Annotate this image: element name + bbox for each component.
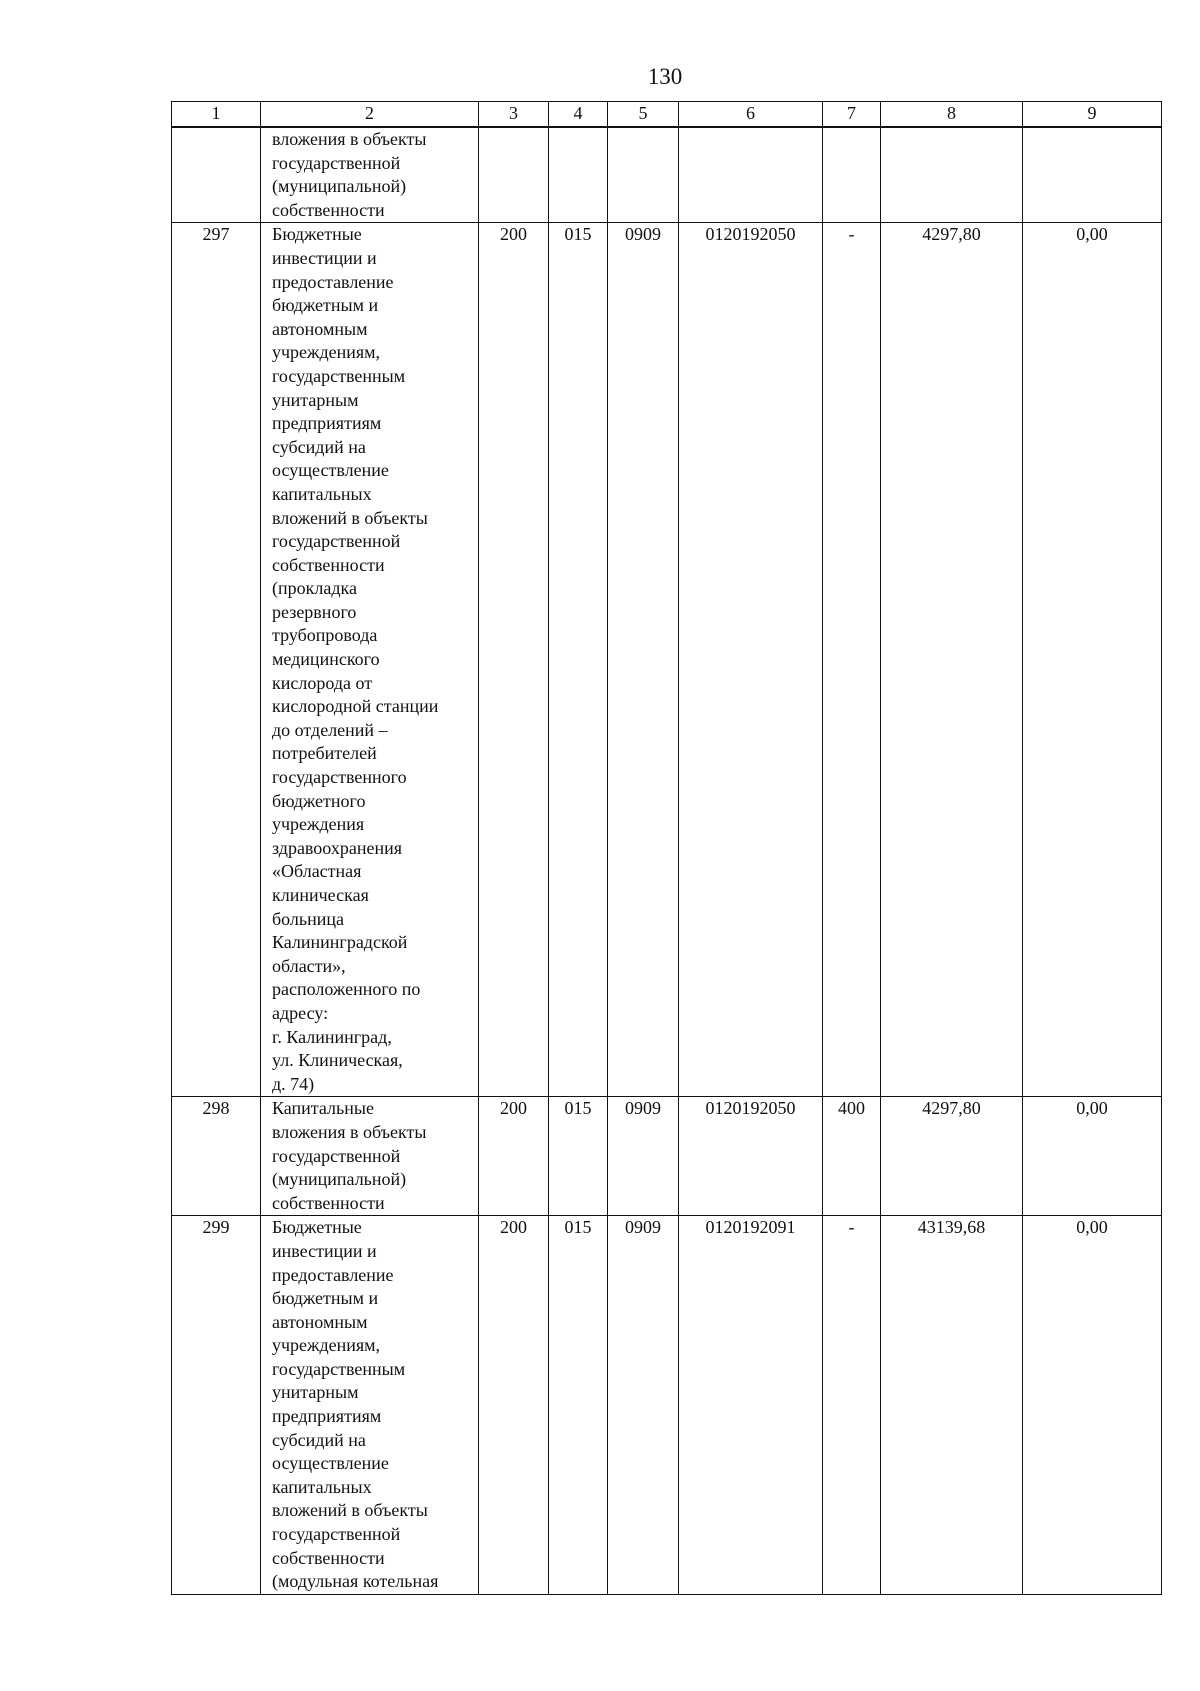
value-cell-c6: [679, 127, 823, 223]
description-line: (модульная котельная: [272, 1571, 439, 1592]
table-row: [172, 223, 1162, 1097]
description-line: (муниципальной): [272, 176, 407, 197]
value-cell-c3: [479, 127, 549, 223]
table-row: [172, 1097, 1162, 1216]
description-line: до отделений –: [272, 719, 388, 740]
description-line: субсидий на: [272, 436, 366, 457]
value-cell-c9: 0,00: [1023, 1097, 1162, 1216]
description-line: автономным: [272, 1311, 368, 1332]
description-line: учреждениям,: [272, 342, 381, 363]
value-cell-c3: 200: [479, 1216, 549, 1595]
description-line: капитальных: [272, 1476, 372, 1497]
description-line: государственным: [272, 365, 406, 386]
description-line: государственной: [272, 1524, 401, 1545]
description-line: (муниципальной): [272, 1169, 407, 1190]
description-line: трубопровода: [272, 625, 378, 646]
column-header: 6: [679, 102, 823, 128]
table-row: [172, 1216, 1162, 1595]
description-line: учреждениям,: [272, 1335, 381, 1356]
description-line: бюджетным и: [272, 295, 379, 316]
value-cell-c4: 015: [549, 223, 608, 1097]
description-line: Бюджетные: [272, 1217, 362, 1238]
column-header: 4: [549, 102, 608, 128]
description-line: «Областная: [272, 861, 362, 882]
description-line: бюджетного: [272, 790, 366, 811]
value-cell-c5: 0909: [608, 1216, 679, 1595]
value-cell-c6: 0120192091: [679, 1216, 823, 1595]
value-cell-c6: 0120192050: [679, 223, 823, 1097]
description-line: предприятиям: [272, 413, 382, 434]
description-line: инвестиции и: [272, 1240, 377, 1261]
description-line: здравоохранения: [272, 837, 403, 858]
row-number-cell: 297: [172, 223, 261, 1097]
column-header: 1: [172, 102, 261, 128]
value-cell-c9: [1023, 127, 1162, 223]
description-line: унитарным: [272, 1382, 359, 1403]
value-cell-c7: 400: [823, 1097, 881, 1216]
value-cell-c5: 0909: [608, 223, 679, 1097]
description-line: г. Калининград,: [272, 1026, 392, 1047]
value-cell-c6: 0120192050: [679, 1097, 823, 1216]
description-line: медицинского: [272, 649, 380, 670]
description-line: области»,: [272, 955, 346, 976]
description-line: Калининградской: [272, 932, 408, 953]
description-line: автономным: [272, 318, 368, 339]
value-cell-c7: -: [823, 223, 881, 1097]
description-line: ул. Клиническая,: [272, 1050, 403, 1071]
description-line: Бюджетные: [272, 224, 362, 245]
description-cell: [261, 1097, 479, 1216]
value-cell-c8: 43139,68: [881, 1216, 1023, 1595]
value-cell-c4: 015: [549, 1216, 608, 1595]
column-header: 5: [608, 102, 679, 128]
column-header: 9: [1023, 102, 1162, 128]
description-line: инвестиции и: [272, 247, 377, 268]
description-line: государственной: [272, 152, 401, 173]
table-row: [172, 127, 1162, 223]
description-line: (прокладка: [272, 578, 357, 599]
description-line: собственности: [272, 1192, 385, 1213]
description-line: клиническая: [272, 885, 369, 905]
row-number-cell: [172, 127, 261, 223]
description-line: вложений в объекты: [272, 1500, 428, 1521]
value-cell-c3: 200: [479, 1097, 549, 1216]
description-line: предприятиям: [272, 1406, 382, 1427]
value-cell-c7: [823, 127, 881, 223]
description-line: бюджетным и: [272, 1288, 379, 1309]
description-line: расположенного по: [272, 979, 421, 1000]
column-header: 7: [823, 102, 881, 128]
header-row: [172, 102, 1162, 128]
description-line: вложения в объекты: [272, 129, 427, 149]
description-line: д. 74): [272, 1073, 315, 1094]
description-line: государственной: [272, 1145, 401, 1166]
page-number: 130: [647, 64, 683, 89]
value-cell-c8: 4297,80: [881, 1097, 1023, 1216]
value-cell-c5: 0909: [608, 1097, 679, 1216]
column-header: 3: [479, 102, 549, 128]
row-number-cell: 299: [172, 1216, 261, 1595]
value-cell-c3: 200: [479, 223, 549, 1097]
value-cell-c8: 4297,80: [881, 223, 1023, 1097]
description-line: государственным: [272, 1358, 406, 1379]
description-line: собственности: [272, 554, 385, 575]
description-line: кислорода от: [272, 672, 373, 693]
description-line: государственного: [272, 767, 407, 788]
column-header: 2: [261, 102, 479, 128]
description-cell: [261, 127, 479, 223]
budget-table: [171, 101, 1162, 1595]
description-line: осуществление: [272, 1453, 389, 1474]
value-cell-c4: 015: [549, 1097, 608, 1216]
description-line: субсидий на: [272, 1429, 366, 1450]
description-line: собственности: [272, 199, 385, 220]
description-line: потребителей: [272, 743, 377, 764]
description-line: больница: [272, 908, 344, 929]
value-cell-c5: [608, 127, 679, 223]
description-cell: [261, 223, 479, 1097]
description-line: осуществление: [272, 460, 389, 481]
description-line: учреждения: [272, 814, 365, 835]
description-line: вложений в объекты: [272, 507, 428, 528]
value-cell-c8: [881, 127, 1023, 223]
description-line: предоставление: [272, 271, 394, 292]
description-line: предоставление: [272, 1264, 394, 1285]
description-cell: [261, 1216, 479, 1595]
value-cell-c4: [549, 127, 608, 223]
description-line: унитарным: [272, 389, 359, 410]
value-cell-c7: -: [823, 1216, 881, 1595]
description-line: вложения в объекты: [272, 1121, 427, 1142]
description-line: адресу:: [272, 1002, 329, 1023]
value-cell-c9: 0,00: [1023, 223, 1162, 1097]
description-line: резервного: [272, 601, 357, 622]
description-line: капитальных: [272, 483, 372, 504]
description-line: государственной: [272, 531, 401, 552]
value-cell-c9: 0,00: [1023, 1216, 1162, 1595]
description-line: Капитальные: [272, 1098, 374, 1119]
description-line: кислородной станции: [272, 696, 439, 717]
column-header: 8: [881, 102, 1023, 128]
row-number-cell: 298: [172, 1097, 261, 1216]
description-line: собственности: [272, 1547, 385, 1568]
